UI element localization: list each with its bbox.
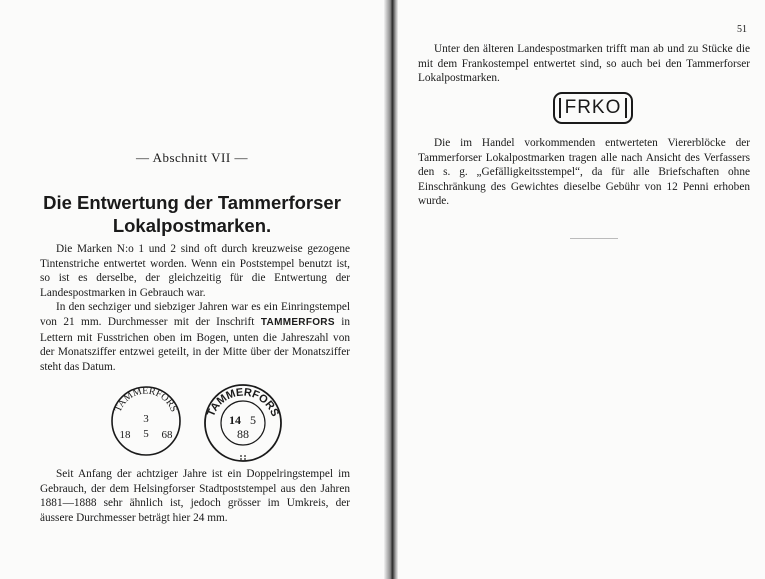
- title-line-1: Die Entwertung der Tammerforser: [43, 192, 341, 213]
- stamp2-dots-ornament: [240, 455, 246, 460]
- paragraph-3: Seit Anfang der achtziger Jahre ist ein Doppelringstempel im Gebrauch, der dem Helsingforser Stadtpoststempel aus den Jahren 1881—1888 sehr ähnlich ist, jedoch grösser im Umkreis, der äussere Durchmesser beträgt hier 24 mm.: [40, 468, 350, 524]
- stamp2-date: 14: [229, 413, 241, 427]
- stamp2-year: 88: [237, 427, 249, 441]
- right-paragraph-2-block: [418, 136, 750, 209]
- stamp1-year-right: 68: [161, 429, 173, 441]
- chapter-title: [20, 191, 364, 237]
- page-number: 51: [737, 24, 747, 35]
- section-heading: — Abschnitt VII —: [136, 150, 248, 165]
- single-ring-postmark-image: [105, 380, 187, 462]
- paragraph-2-end: in Lettern mit Fusstrichen oben im Bogen, unten die Jahreszahl von der Monatsziffer entzwei geteilt, in der Mitte über der Monatsziffer steht das Datum.: [40, 315, 351, 373]
- postmark-illustrations: [105, 380, 295, 460]
- stamp2-month: 5: [250, 413, 256, 427]
- left-paragraphs-1-2: [40, 242, 350, 374]
- right-paragraph-2: Die im Handel vorkommenden entwerteten Viererblöcke der Tammerforser Lokalpostmarken tragen alle nach Ansicht des Verfassers den s. g. „Gefälligkeitsstempel“, da für alle Briefschaften ohne Einschränkung des Gewichtes dieselbe Gebühr von 12 Penni erhoben wurde.: [418, 137, 750, 208]
- left-paragraph-3-block: [40, 467, 350, 525]
- right-page: [398, 0, 765, 579]
- title-line-2: Lokalpostmarken.: [112, 215, 272, 236]
- inscription-word: TAMMERFORS: [260, 316, 335, 328]
- stamp1-month: 5: [143, 428, 149, 440]
- paragraph-2-start: In den sechziger und siebziger Jahren war es ein Einringstempel von 21 mm. Durchmesser mit der Inschrift: [40, 301, 350, 328]
- right-paragraph-1: Unter den älteren Landespostmarken trifft man ab und zu Stücke die mit dem Frankostempel entwertet sind, so auch bei den Tammerforser Lokalpostmarken.: [418, 43, 750, 85]
- frko-stamp-image: FRKO: [553, 92, 633, 124]
- stamp1-date: 3: [143, 413, 149, 425]
- paragraph-1: Die Marken N:o 1 und 2 sind oft durch kreuzweise gezogene Tintenstriche entwertet worden. Wenn ein Poststempel benutzt ist, so ist es derselbe, der gleichzeitig für die Entwertung der Landespostmarken in Gebrauch war.: [40, 243, 350, 299]
- stamp1-arc-text: TAMMERFORS: [112, 385, 180, 414]
- double-ring-postmark-image: [200, 380, 286, 466]
- stamp2-arc-text: TAMMERFORS: [205, 386, 281, 419]
- book-gutter: [384, 0, 398, 579]
- stamp1-year-left: 18: [119, 429, 131, 441]
- paragraph-2: [40, 300, 350, 374]
- section-end-rule: [570, 238, 618, 239]
- right-paragraph-1-block: [418, 42, 750, 86]
